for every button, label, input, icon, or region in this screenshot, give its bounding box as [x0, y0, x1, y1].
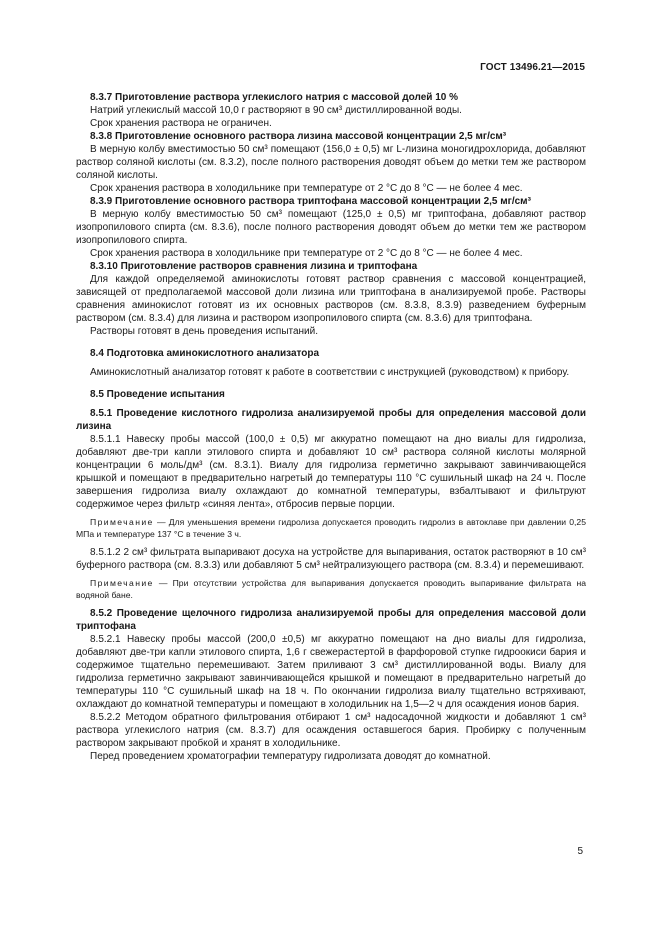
heading-8-5: 8.5 Проведение испытания	[90, 389, 225, 400]
heading-8-5-2: 8.5.2 Проведение щелочного гидролиза анализируемой пробы для определения массовой доли триптофана	[76, 608, 586, 632]
paragraph: Натрий углекислый массой 10,0 г растворяют в 90 см³ дистиллированной воды.	[90, 105, 462, 116]
heading-8-5-1: 8.5.1 Проведение кислотного гидролиза анализируемой пробы для определения массовой доли лизина	[76, 408, 586, 432]
note-label: Примечание	[90, 517, 154, 527]
paragraph-8-5-2-1: 8.5.2.1 Навеску пробы массой (200,0 ±0,5) мг аккуратно помещают на дно виалы для гидролиза, добавляют две-три капли этилового спирта, 1,6 г свежерастертой в фарфоровой ступке гидроокиси бария и содержимое тщательно перемешивают. Затем приливают 3 см³ дистиллированной воды. Виалу для гидролиза герметично закрывают завинчивающейся крышкой и помещают в предварительно нагретый до температуры 110 °С сушильный шкаф на 18 ч. По окончании гидролиза виалу тщательно встряхивают, охлаждают до комнатной температуры и помещают в холодильник на 1,5—2 ч для осаждения ионов бария.	[76, 634, 586, 710]
paragraph-8-5-2-2: 8.5.2.2 Методом обратного фильтрования отбирают 1 см³ надосадочной жидкости и добавляют 1 см³ раствора углекислого натрия (см. 8.3.7) для осаждения оставшегося бария. Пробирку с полученным раствором закрывают пробкой и хранят в холодильнике.	[76, 712, 586, 749]
note-text: — Для уменьшения времени гидролиза допускается проводить гидролиз в автоклаве при давлении 0,25 МПа и температуре 137 °С в течение 3 ч.	[76, 517, 586, 539]
heading-8-3-7: 8.3.7 Приготовление раствора углекислого натрия с массовой долей 10 %	[90, 92, 459, 103]
paragraph-8-5-1-2: 8.5.1.2 2 см³ фильтрата выпаривают досуха на устройстве для выпаривания, остаток растворяют в 10 см³ буферного раствора (см. 8.3.3) или добавляют 5 см³ нейтрализующего раствора (см. 8.3.4) и перемешивают.	[76, 547, 586, 571]
paragraph: Перед проведением хроматографии температуру гидролизата доводят до комнатной.	[90, 751, 491, 762]
paragraph: В мерную колбу вместимостью 50 см³ помещают (125,0 ± 0,5) мг триптофана, добавляют раствор изопропилового спирта (см. 8.3.6), после полного растворения доводят объем до метки тем же раствором изопропилового спирта.	[76, 209, 586, 246]
paragraph-8-5-1-1: 8.5.1.1 Навеску пробы массой (100,0 ± 0,5) мг аккуратно помещают на дно виалы для гидролиза, добавляют две-три капли этилового спирта и добавляют 10 см³ раствора соляной кислоты молярной концентрации 6 моль/дм³ (см. 8.3.1). Виалу для гидролиза герметично закрывают завинчивающейся крышкой и помещают в предварительно нагретый до температуры 110 °С сушильный шкаф на 24 ч. После завершения гидролиза виалу охлаждают до комнатной температуры, взбалтывают и фильтруют содержимое через фильтр «синяя лента», отбросив первые порции.	[76, 434, 586, 510]
heading-8-4: 8.4 Подготовка аминокислотного анализатора	[90, 348, 320, 359]
paragraph: Срок хранения раствора не ограничен.	[90, 118, 272, 129]
paragraph: Растворы готовят в день проведения испытаний.	[90, 326, 319, 337]
heading-8-3-9: 8.3.9 Приготовление основного раствора триптофана массовой концентрации 2,5 мг/см³	[90, 196, 531, 207]
note	[76, 578, 586, 601]
note	[76, 517, 586, 540]
heading-8-3-8: 8.3.8 Приготовление основного раствора лизина массовой концентрации 2,5 мг/см³	[90, 131, 507, 142]
note-text: — При отсутствии устройства для выпаривания допускается проводить выпаривание фильтрата на водяной бане.	[76, 578, 586, 600]
paragraph: В мерную колбу вместимостью 50 см³ помещают (156,0 ± 0,5) мг L-лизина моногидрохлорида, добавляют раствор соляной кислоты (см. 8.3.2), после полного растворения доводят объем до метки тем же раствором соляной кислоты.	[76, 144, 586, 181]
standard-header: ГОСТ 13496.21—2015	[480, 62, 585, 73]
paragraph: Срок хранения раствора в холодильнике при температуре от 2 °С до 8 °С — не более 4 мес.	[90, 183, 523, 194]
paragraph: Для каждой определяемой аминокислоты готовят раствор сравнения с массовой концентрацией, зависящей от предполагаемой массовой доли лизина или триптофана в анализируемой пробе. Растворы сравнения аминокислот готовят из их основных растворов (см. 8.3.8, 8.3.9) разведением буферным раствором (см. 8.3.4) для лизина и раствором изопропилового спирта (см. 8.3.6) для триптофана.	[76, 274, 586, 324]
page-number: 5	[577, 846, 583, 857]
paragraph: Аминокислотный анализатор готовят к работе в соответствии с инструкцией (руководством) к прибору.	[90, 367, 570, 378]
heading-8-3-10: 8.3.10 Приготовление растворов сравнения лизина и триптофана	[90, 261, 418, 272]
paragraph: Срок хранения раствора в холодильнике при температуре от 2 °С до 8 °С — не более 4 мес.	[90, 248, 523, 259]
document-body	[76, 91, 586, 763]
note-label: Примечание	[90, 578, 154, 588]
